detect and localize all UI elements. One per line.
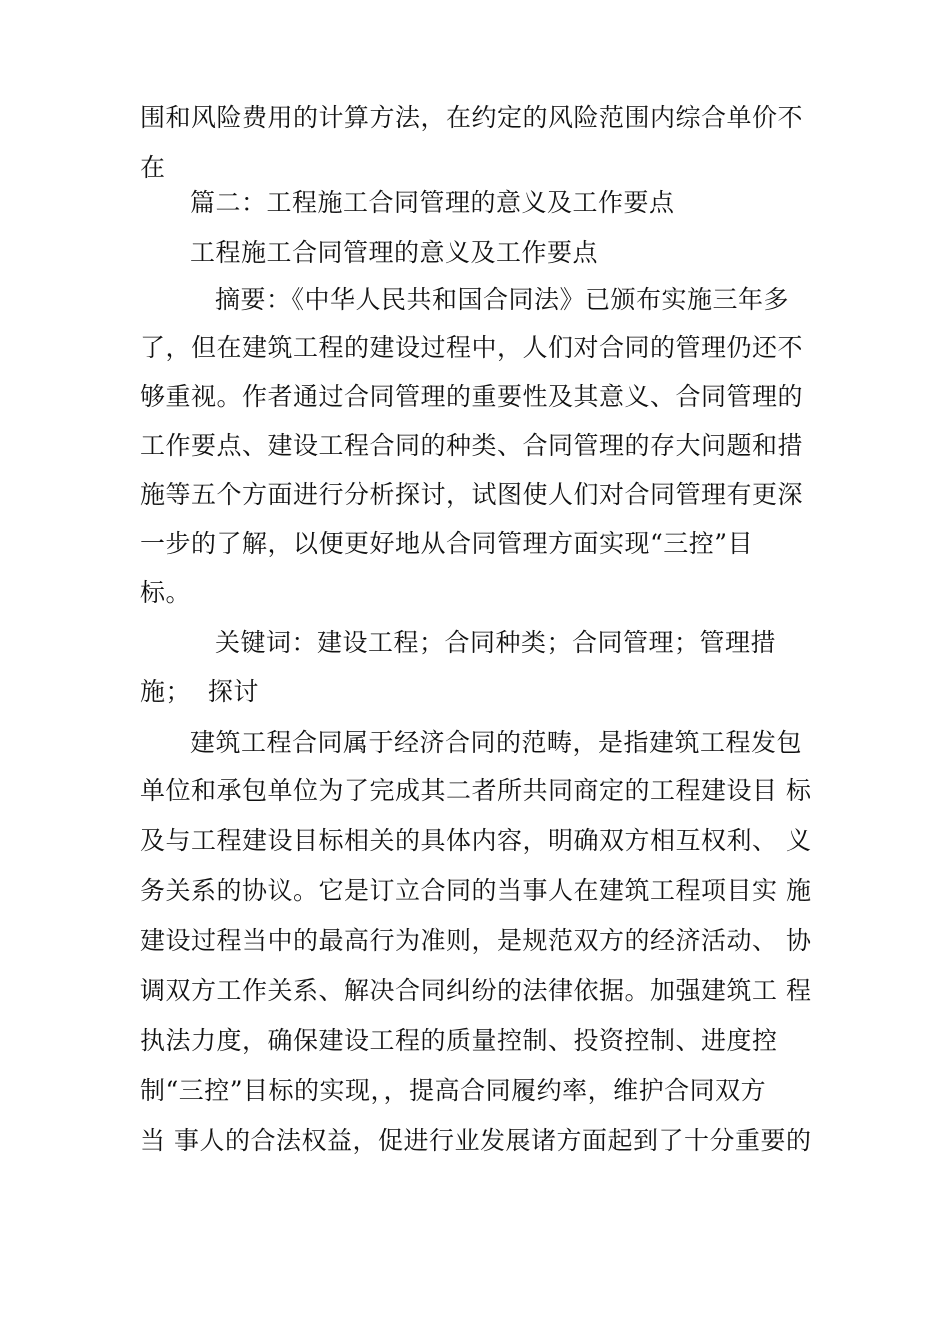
body-text-line: 围和风险费用的计算方法，在约定的风险范围内综合单价不 — [140, 103, 804, 132]
body-text-line: 及与工程建设目标相关的具体内容，明确双方相互权利、 义 — [140, 826, 812, 855]
section-heading: 篇二：工程施工合同管理的意义及工作要点 — [190, 188, 675, 217]
keywords-line: 关键词：建设工程；合同种类；合同管理；管理措 — [215, 628, 777, 657]
body-text-line: 当 事人的合法权益，促进行业发展诸方面起到了十分重要的 — [140, 1126, 812, 1155]
abstract-line: 标。 — [140, 578, 192, 607]
body-text-line: 建设过程当中的最高行为准则，是规范双方的经济活动、 协 — [140, 926, 812, 955]
body-text-line: 执法力度，确保建设工程的质量控制、投资控制、进度控 — [140, 1026, 778, 1055]
article-title: 工程施工合同管理的意义及工作要点 — [190, 238, 599, 267]
abstract-line: 工作要点、建设工程合同的种类、合同管理的存大问题和措 — [140, 431, 804, 460]
body-text-line: 单位和承包单位为了完成其二者所共同商定的工程建设目 标 — [140, 776, 812, 805]
abstract-line: 施等五个方面进行分析探讨，试图使人们对合同管理有更深 — [140, 480, 804, 509]
abstract-line: 摘要：《中华人民共和国合同法》已颁布实施三年多 — [215, 285, 790, 314]
body-text-line: 建筑工程合同属于经济合同的范畴，是指建筑工程发包 — [190, 728, 803, 757]
abstract-line: 了，但在建筑工程的建设过程中，人们对合同的管理仍还不 — [140, 333, 804, 362]
body-text-line: 制“三控”目标的实现，，提高合同履约率，维护合同双方 — [140, 1076, 767, 1105]
body-text-line: 务关系的协议。它是订立合同的当事人在建筑工程项目实 施 — [140, 876, 812, 905]
abstract-line: 够重视。作者通过合同管理的重要性及其意义、合同管理的 — [140, 382, 804, 411]
body-text-line: 在 — [140, 153, 166, 182]
keywords-line: 施； 探讨 — [140, 677, 259, 706]
body-text-line: 调双方工作关系、解决合同纠纷的法律依据。加强建筑工 程 — [140, 976, 812, 1005]
abstract-line: 一步的了解，以便更好地从合同管理方面实现“三控”目 — [140, 529, 754, 558]
